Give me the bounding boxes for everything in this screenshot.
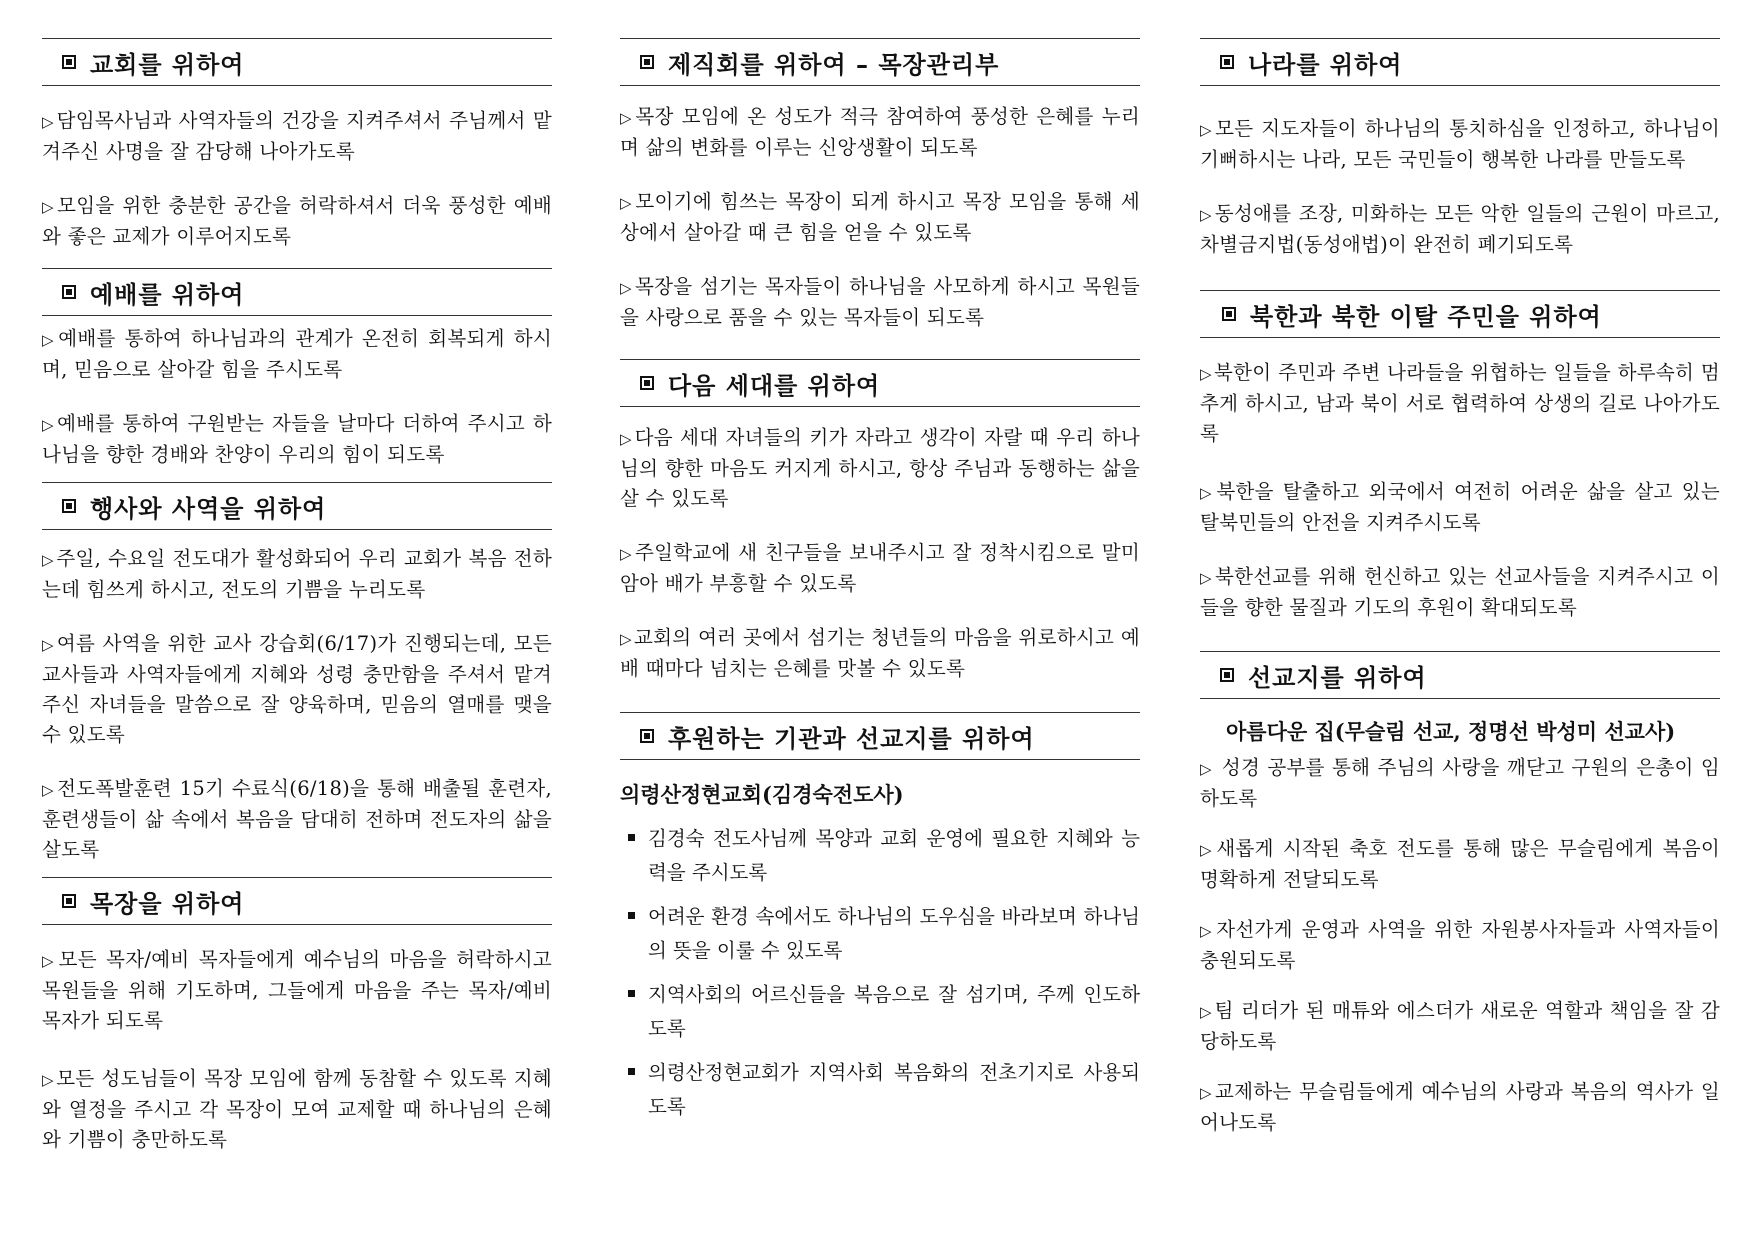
square-box-icon xyxy=(1220,55,1234,69)
prayer-item: ▷ 여름 사역을 위한 교사 강습회(6/17)가 진행되는데, 모든 교사들과 사역자들에게 지혜와 성령 충만함을 주셔서 맡겨주신 자녀들을 말씀으로 잘 양육하며, 믿음의 열매를 맺을 수 있도록 xyxy=(42,632,552,746)
square-box-icon xyxy=(640,55,654,69)
section-heading: 제직회를 위하여 – 목장관리부 xyxy=(620,38,1140,86)
triangle-bullet-icon: ▷ xyxy=(620,279,633,297)
prayer-item: ▷ 모이기에 힘쓰는 목장이 되게 하시고 목장 모임을 통해 세상에서 살아갈 때 큰 힘을 얻을 수 있도록 xyxy=(620,190,1141,244)
section-north-korea xyxy=(1200,290,1720,623)
column-3 xyxy=(1200,38,1720,1138)
square-box-icon xyxy=(640,729,654,743)
section-mokjang xyxy=(42,877,552,1155)
prayer-item: ▷ 목장 모임에 온 성도가 적극 참여하여 풍성한 은혜를 누리며 삶의 변화를 이루는 신앙생활이 되도록 xyxy=(620,105,1141,159)
section-heading: 후원하는 기관과 선교지를 위하여 xyxy=(620,712,1140,760)
triangle-bullet-icon: ▷ xyxy=(42,1071,55,1089)
prayer-item: ▷ 북한이 주민과 주변 나라들을 위협하는 일들을 하루속히 멈추게 하시고, 남과 북이 서로 협력하여 상생의 길로 나아가도록 xyxy=(1200,361,1720,445)
prayer-item: ▷ 팀 리더가 된 매튜와 에스더가 새로운 역할과 책임을 잘 감당하도록 xyxy=(1200,999,1720,1053)
prayer-item: ▷ 자선가게 운영과 사역을 위한 자원봉사자들과 사역자들이 충원되도록 xyxy=(1200,918,1720,972)
section-heading: 교회를 위하여 xyxy=(42,38,552,86)
triangle-bullet-icon: ▷ xyxy=(42,781,56,799)
triangle-bullet-icon: ▷ xyxy=(620,545,633,563)
column-2 xyxy=(620,38,1140,1134)
prayer-item: ▷ 전도폭발훈련 15기 수료식(6/18)을 통해 배출될 훈련자, 훈련생들이 삶 속에서 복음을 담대히 전하며 전도자의 삶을 살도록 xyxy=(42,777,552,861)
section-heading: 행사와 사역을 위하여 xyxy=(42,482,552,530)
prayer-item: ▷ 주일학교에 새 친구들을 보내주시고 잘 정착시킴으로 말미암아 배가 부흥할 수 있도록 xyxy=(620,541,1140,595)
triangle-bullet-icon: ▷ xyxy=(620,194,634,212)
prayer-item: ▷ 모임을 위한 충분한 공간을 허락하셔서 더욱 풍성한 예배와 좋은 교제가 이루어지도록 xyxy=(42,194,552,248)
triangle-bullet-icon: ▷ xyxy=(620,430,633,448)
prayer-item: ▷ 모든 목자/예비 목자들에게 예수님의 마음을 허락하시고 목원들을 위해 기도하며, 그들에게 마음을 주는 목자/예비 목자가 되도록 xyxy=(42,948,552,1032)
triangle-bullet-icon: ▷ xyxy=(1200,569,1213,587)
square-box-icon xyxy=(1220,668,1234,682)
prayer-item: ▷ 담임목사님과 사역자들의 건강을 지켜주셔서 주님께서 맡겨주신 사명을 잘 감당해 나아가도록 xyxy=(42,109,553,163)
section-mission-field xyxy=(1200,651,1720,1138)
section-heading: 선교지를 위하여 xyxy=(1200,651,1720,699)
triangle-bullet-icon: ▷ xyxy=(42,331,57,349)
prayer-item: ▷ 주일, 수요일 전도대가 활성화되어 우리 교회가 복음 전하는데 힘쓰게 하시고, 전도의 기쁨을 누리도록 xyxy=(42,547,552,601)
bullet-item: 김경숙 전도사님께 목양과 교회 운영에 필요한 지혜와 능력을 주시도록 xyxy=(620,822,1140,890)
triangle-bullet-icon: ▷ xyxy=(42,113,55,131)
bullet-item: 의령산정현교회가 지역사회 복음화의 전초기지로 사용되도록 xyxy=(620,1056,1140,1124)
triangle-bullet-icon: ▷ xyxy=(42,636,55,654)
section-heading: 북한과 북한 이탈 주민을 위하여 xyxy=(1200,290,1720,338)
section-supported-missions xyxy=(620,712,1140,1124)
bullet-item: 지역사회의 어르신들을 복음으로 잘 섬기며, 주께 인도하도록 xyxy=(620,978,1140,1046)
triangle-bullet-icon: ▷ xyxy=(1200,841,1215,859)
square-box-icon xyxy=(1222,307,1236,321)
square-bullet-icon xyxy=(628,912,635,919)
square-box-icon xyxy=(62,894,76,908)
prayer-item: ▷ 모든 성도님들이 목장 모임에 함께 동참할 수 있도록 지혜와 열정을 주시고 각 목장이 모여 교제할 때 하나님의 은혜와 기쁨이 충만하도록 xyxy=(42,1067,553,1151)
prayer-item: ▷ 동성애를 조장, 미화하는 모든 악한 일들의 근원이 마르고, 차별금지법(동성애법)이 완전히 폐기되도록 xyxy=(1200,202,1720,256)
section-heading: 다음 세대를 위하여 xyxy=(620,359,1140,407)
triangle-bullet-icon: ▷ xyxy=(1200,1084,1213,1102)
square-box-icon xyxy=(62,285,76,299)
square-bullet-icon xyxy=(628,1068,635,1075)
prayer-item: ▷ 목장을 섬기는 목자들이 하나님을 사모하게 하시고 목원들을 사랑으로 품을 수 있는 목자들이 되도록 xyxy=(620,275,1140,329)
square-box-icon xyxy=(640,376,654,390)
triangle-bullet-icon: ▷ xyxy=(1200,1003,1213,1021)
bullet-item: 어려운 환경 속에서도 하나님의 도우심을 바라보며 하나님의 뜻을 이룰 수 있도록 xyxy=(620,900,1140,968)
prayer-item: ▷ 교제하는 무슬림들에게 예수님의 사랑과 복음의 역사가 일어나도록 xyxy=(1200,1080,1720,1134)
triangle-bullet-icon: ▷ xyxy=(620,109,634,127)
triangle-bullet-icon: ▷ xyxy=(1200,206,1213,224)
section-next-generation xyxy=(620,359,1140,684)
triangle-bullet-icon: ▷ xyxy=(1200,760,1213,778)
square-bullet-icon xyxy=(628,834,635,841)
triangle-bullet-icon: ▷ xyxy=(1200,365,1213,383)
triangle-bullet-icon: ▷ xyxy=(42,952,57,970)
triangle-bullet-icon: ▷ xyxy=(42,551,55,569)
prayer-item: ▷ 예배를 통하여 구원받는 자들을 날마다 더하여 주시고 하나님을 향한 경배와 찬양이 우리의 힘이 되도록 xyxy=(42,412,552,466)
section-nation xyxy=(1200,38,1720,260)
prayer-item: ▷ 교회의 여러 곳에서 섬기는 청년들의 마음을 위로하시고 예배 때마다 넘치는 은혜를 맛볼 수 있도록 xyxy=(620,626,1140,680)
square-box-icon xyxy=(62,499,76,513)
triangle-bullet-icon: ▷ xyxy=(1200,484,1215,502)
section-heading: 목장을 위하여 xyxy=(42,877,552,925)
triangle-bullet-icon: ▷ xyxy=(1200,121,1214,139)
section-heading: 예배를 위하여 xyxy=(42,268,552,316)
section-deacons xyxy=(620,38,1140,333)
square-box-icon xyxy=(62,55,76,69)
square-bullet-icon xyxy=(628,990,635,997)
section-heading: 나라를 위하여 xyxy=(1200,38,1720,86)
prayer-item: ▷ 모든 지도자들이 하나님의 통치하심을 인정하고, 하나님이 기뻐하시는 나라, 모든 국민들이 행복한 나라를 만들도록 xyxy=(1200,117,1720,171)
prayer-item: ▷ 다음 세대 자녀들의 키가 자라고 생각이 자랄 때 우리 하나님의 향한 마음도 커지게 하시고, 항상 주님과 동행하는 삶을 살 수 있도록 xyxy=(620,426,1140,510)
section-events xyxy=(42,482,552,865)
church-subtitle: 의령산정현교회(김경숙전도사) xyxy=(620,782,904,807)
prayer-item: ▷ 새롭게 시작된 축호 전도를 통해 많은 무슬림에게 복음이 명확하게 전달되도록 xyxy=(1200,837,1720,891)
triangle-bullet-icon: ▷ xyxy=(42,198,56,216)
prayer-item: ▷ 성경 공부를 통해 주님의 사랑을 깨닫고 구원의 은총이 임하도록 xyxy=(1200,756,1720,810)
section-worship xyxy=(42,268,552,470)
mission-subtitle: 아름다운 집(무슬림 선교, 정명선 박성미 선교사) xyxy=(1226,719,1676,744)
triangle-bullet-icon: ▷ xyxy=(42,416,56,434)
triangle-bullet-icon: ▷ xyxy=(620,630,633,648)
section-church xyxy=(42,38,552,252)
column-1 xyxy=(42,38,552,1155)
prayer-item: ▷ 북한선교를 위해 헌신하고 있는 선교사들을 지켜주시고 이들을 향한 물질과 기도의 후원이 확대되도록 xyxy=(1200,565,1720,619)
triangle-bullet-icon: ▷ xyxy=(1200,922,1215,940)
prayer-item: ▷ 예배를 통하여 하나님과의 관계가 온전히 회복되게 하시며, 믿음으로 살아갈 힘을 주시도록 xyxy=(42,327,552,381)
prayer-item: ▷ 북한을 탈출하고 외국에서 여전히 어려운 삶을 살고 있는 탈북민들의 안전을 지켜주시도록 xyxy=(1200,480,1720,534)
